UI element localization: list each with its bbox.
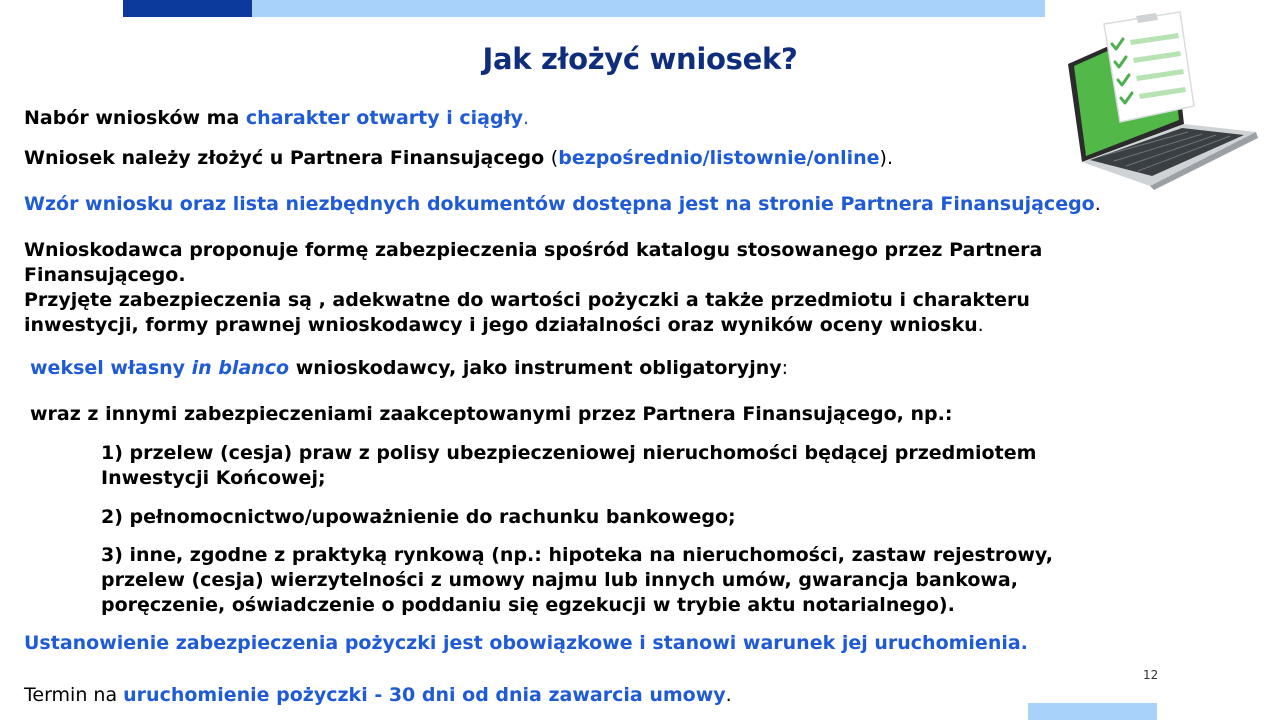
highlight: weksel własny <box>30 357 192 379</box>
list-item <box>101 505 736 530</box>
text-line: Finansującego. <box>24 264 186 286</box>
paragraph-submit-to-partner <box>24 146 893 171</box>
bottom-bar <box>1028 703 1157 720</box>
text: Termin na <box>24 684 124 706</box>
text: ( <box>550 147 559 169</box>
text: Nabór wniosków ma <box>24 107 246 129</box>
text: . <box>1094 193 1101 215</box>
paragraph-other-collateral: wraz z innymi zabezpieczeniami zaakceptowanymi przez Partnera Finansującego, np.: <box>30 403 953 425</box>
text: ). <box>879 147 893 169</box>
text: : <box>781 357 789 379</box>
text-line: Przyjęte zabezpieczenia są , adekwatne do wartości pożyczki a także przedmiotu i charakteru <box>24 289 1030 311</box>
list-item <box>101 441 1036 491</box>
highlight: bezpośrednio/listownie/online <box>558 147 880 169</box>
text: wnioskodawcy, jako instrument obligatoryjny <box>289 357 782 379</box>
text-line: 2) pełnomocnictwo/upoważnienie do rachunku bankowego; <box>101 506 736 528</box>
text-line: poręczenie, oświadczenie o poddaniu się egzekucji w trybie aktu notarialnego). <box>101 594 955 616</box>
text-line: 1) przelew (cesja) praw z polisy ubezpieczeniowej nieruchomości będącej przedmiotem <box>101 442 1037 464</box>
paragraph-disbursement-deadline <box>24 683 732 708</box>
paragraph-template-info <box>24 192 1101 217</box>
page-number: 12 <box>1143 668 1159 682</box>
text-line: przelew (cesja) wierzytelności z umowy najmu lub innych umów, gwarancja bankowa, <box>101 569 1018 591</box>
text-line: Inwestycji Końcowej; <box>101 467 326 489</box>
paragraph-collateral <box>24 238 1042 338</box>
top-bar-dark-segment <box>123 0 252 17</box>
text-line: Wnioskodawca proponuje formę zabezpieczenia spośród katalogu stosowanego przez Partnera <box>24 239 1043 261</box>
text: Wniosek należy złożyć u Partnera Finansującego <box>24 147 551 169</box>
highlight: uruchomienie pożyczki - 30 dni od dnia zawarcia umowy <box>123 684 726 706</box>
text-line: inwestycji, formy prawnej wnioskodawcy i jego działalności oraz wyników oceny wniosku <box>24 314 978 336</box>
paragraph-mandatory-collateral: Ustanowienie zabezpieczenia pożyczki jest obowiązkowe i stanowi warunek jej uruchomienia. <box>24 632 1028 654</box>
text-line: 3) inne, zgodne z praktyką rynkową (np.: hipoteka na nieruchomości, zastaw rejestrowy, <box>101 544 1054 566</box>
highlight: Wzór wniosku oraz lista niezbędnych dokumentów dostępna jest na stronie Partnera Finansującego <box>24 193 1095 215</box>
page-title: Jak złożyć wniosek? <box>482 42 798 76</box>
top-bar-light-segment <box>252 0 1045 17</box>
text: . <box>725 684 732 706</box>
list-item <box>101 543 1053 618</box>
highlight: charakter otwarty i ciągły <box>245 107 524 129</box>
paragraph-blank-promissory-note <box>30 356 788 381</box>
highlight-italic: in blanco <box>191 357 290 379</box>
text: . <box>977 314 984 336</box>
text: . <box>523 107 530 129</box>
paragraph-open-call <box>24 106 529 131</box>
laptop-checklist-icon <box>1062 4 1260 190</box>
